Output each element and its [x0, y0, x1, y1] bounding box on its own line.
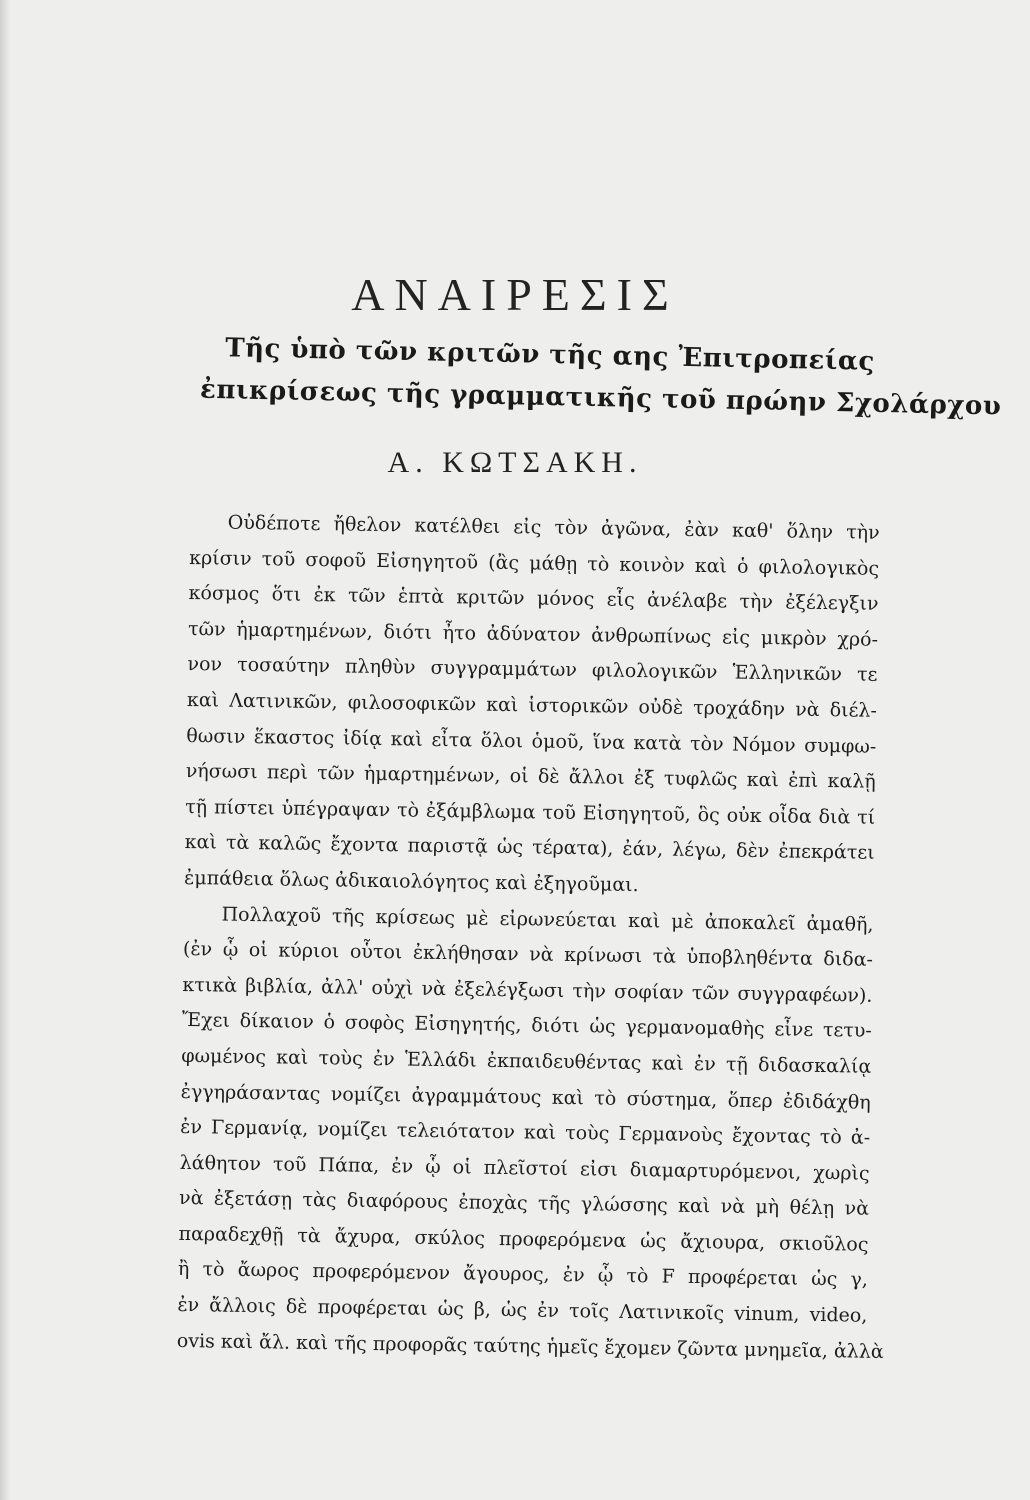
- body-line: Ἔχει δίκαιον ὁ σοφὸς Εἰσηγητής, διότι ὡς γερμανομαθὴς εἶνε τετυ-: [181, 1009, 872, 1043]
- body-line: κόσμος ὅτι ἐκ τῶν ἑπτὰ κριτῶν μόνος εἷς ἀνέλαβε τὴν ἐξέλεγξιν: [188, 582, 879, 616]
- page-title: ΑΝΑΙΡΕΣΙΣ: [351, 269, 679, 320]
- subtitle-line-2: ἐπικρίσεως τῆς γραμματικῆς τοῦ πρώην Σχολάρχου: [199, 374, 1002, 422]
- body-line: κτικὰ βιβλία, ἀλλ' οὐχὶ νὰ ἐξελέγξωσι τὴν σοφίαν τῶν συγγραφέων).: [182, 973, 873, 1007]
- body-line: Οὐδέποτε ἤθελον κατέλθει εἰς τὸν ἀγῶνα, ἐὰν καθ' ὅλην τὴν: [227, 511, 880, 544]
- body-line: ἐν ἄλλοις δὲ προφέρεται ὡς β, ὡς ἐν τοῖς Λατινικοῖς vinum, video,: [177, 1293, 868, 1327]
- page-binding-edge: [0, 0, 10, 1500]
- body-line: τῶν ἡμαρτημένων, διότι ἦτο ἀδύνατον ἀνθρωπίνως εἰς μικρὸν χρό-: [187, 617, 879, 651]
- body-line: φωμένος καὶ τοὺς ἐν Ἑλλάδι ἐκπαιδευθέντας καὶ ἐν τῇ διδασκαλίᾳ: [181, 1044, 872, 1078]
- body-line: καὶ Λατινικῶν, φιλοσοφικῶν καὶ ἱστορικῶν οὐδὲ τροχάδην νὰ διέλ-: [186, 688, 878, 722]
- body-line: κρίσιν τοῦ σοφοῦ Εἰσηγητοῦ (ἂς μάθῃ τὸ κοινὸν καὶ ὁ φιλολογικὸς: [189, 546, 880, 580]
- body-text: [176, 505, 884, 1370]
- body-line: ἐν Γερμανίᾳ, νομίζει τελειότατον καὶ τοὺς Γερμανοὺς ἔχοντας τὸ ἀ-: [180, 1116, 871, 1149]
- body-line: ἐμπάθεια ὅλως ἀδικαιολόγητος καὶ ἐξηγοῦμαι.: [183, 866, 639, 897]
- body-line: παραδεχθῇ τὰ ἄχυρα, σκύλος προφερόμενα ὡς ἄχιουρα, σκιοῦλος: [178, 1222, 869, 1256]
- body-line: νήσωσι περὶ τῶν ἡμαρτημένων, οἱ δὲ ἄλλοι ἐξ τυφλῶς καὶ ἐπὶ καλῇ: [185, 760, 876, 793]
- body-line: λάθητον τοῦ Πάπα, ἐν ᾧ οἱ πλεῖστοί εἰσι διαμαρτυρόμενοι, χωρὶς: [179, 1151, 870, 1185]
- body-line: ἢ τὸ ἄωρος προφερόμενον ἄγουρος, ἐν ᾧ τὸ F προφέρεται ὡς γ,: [177, 1258, 869, 1292]
- body-line: ἐγγηράσαντας νομίζει ἀγραμμάτους καὶ τὸ σύστημα, ὅπερ ἐδιδάχθη: [180, 1080, 871, 1114]
- body-line: Πολλαχοῦ τῆς κρίσεως μὲ εἰρωνεύεται καὶ μὲ ἀποκαλεῖ ἀμαθῆ,: [221, 903, 874, 936]
- body-line: ovis καὶ ἄλ. καὶ τῆς προφορᾶς ταύτης ἡμεῖς ἔχομεν ζῶντα μνημεῖα, ἀλλὰ: [176, 1329, 884, 1363]
- author-name: Α. ΚΩΤΣΑΚΗ.: [387, 446, 643, 479]
- subtitle-line-1: Τῆς ὑπὸ τῶν κριτῶν τῆς αης Ἐπιτροπείας: [224, 333, 876, 377]
- body-line: (ἐν ᾧ οἱ κύριοι οὗτοι ἐκλήθησαν νὰ κρίνωσι τὰ ὑποβληθέντα διδα-: [182, 938, 874, 971]
- body-line: νὰ ἐξετάσῃ τὰς διαφόρους ἐποχὰς τῆς γλώσσης καὶ νὰ μὴ θέλῃ νὰ: [178, 1187, 870, 1221]
- body-line: θωσιν ἕκαστος ἰδίᾳ καὶ εἶτα ὅλοι ὁμοῦ, ἵνα κατὰ τὸν Νόμον συμφω-: [186, 724, 877, 758]
- body-line: τῇ πίστει ὑπέγραψαν τὸ ἐξάμβλωμα τοῦ Εἰσηγητοῦ, ὃς οὐκ οἶδα διὰ τί: [185, 795, 876, 829]
- body-line: καὶ τὰ καλῶς ἔχοντα παριστᾷ ὡς τέρατα), ἐάν, λέγω, δὲν ἐπεκράτει: [184, 831, 875, 865]
- body-line: νον τοσαύτην πληθὺν συγγραμμάτων φιλολογικῶν Ἑλληνικῶν τε: [187, 653, 878, 687]
